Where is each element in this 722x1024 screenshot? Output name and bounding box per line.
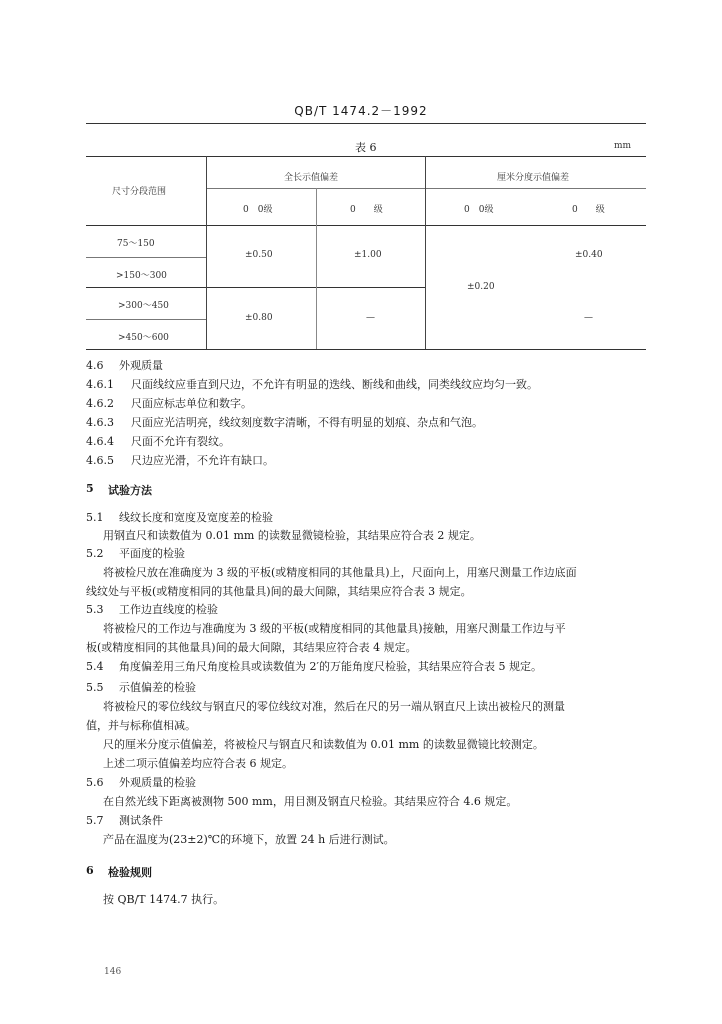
clause-text: 尺边应光滑，不允许有缺口。 — [131, 454, 274, 467]
clause-text: 外观质量 — [119, 359, 163, 372]
clause-title: 工作边直线度的检验 — [119, 603, 218, 616]
clause-number: 5.3 — [86, 603, 104, 616]
page-header: QB/T 1474.2－1992 — [294, 104, 428, 118]
clause-text: 产品在温度为(23±2)℃的环境下，放置 24 h 后进行测试。 — [103, 833, 395, 846]
table-row-rule-1 — [86, 257, 206, 258]
clause-text: 上述二项示值偏差均应符合表 6 规定。 — [103, 757, 293, 770]
clause-number: 5.4 — [86, 660, 104, 673]
clause-number: 4.6 — [86, 359, 104, 372]
th-group-full: 全长示值偏差 — [284, 173, 339, 183]
table-vrule-3 — [425, 156, 426, 349]
clause-number: 4.6.4 — [86, 435, 114, 448]
clause-number: 5.6 — [86, 776, 104, 789]
clause-text: 将被检尺的零位线纹与钢直尺的零位线纹对准，然后在尺的另一端从钢直尺上读出被检尺的测量 — [103, 700, 565, 713]
clause-text: 将被检尺放在准确度为 3 级的平板(或精度相同的其他量具)上，尺面向上，用塞尺测量工作边底面 — [103, 566, 577, 579]
clause-number: 4.6.5 — [86, 454, 114, 467]
table-unit: mm — [614, 141, 632, 151]
clause-text: 将被检尺的工作边与准确度为 3 级的平板(或精度相同的其他量具)接触，用塞尺测量工作边与平 — [103, 622, 566, 635]
clause-number: 5.1 — [86, 511, 104, 524]
range-cell: 75～150 — [117, 239, 155, 249]
th-grade-00b: 0 0级 — [464, 205, 494, 215]
value-full-00-upper: ±0.50 — [245, 250, 273, 260]
th-grade-00a: 0 0级 — [243, 205, 273, 215]
clause-text: 在自然光线下距离被测物 500 mm，用目测及钢直尺检验。其结果应符合 4.6 规定。 — [103, 795, 518, 808]
clause-number: 5.2 — [86, 547, 104, 560]
clause-title: 线纹长度和宽度及宽度差的检验 — [119, 511, 273, 524]
value-full-0-lower: — — [366, 313, 375, 323]
value-full-00-lower: ±0.80 — [245, 313, 273, 323]
clause-title: 平面度的检验 — [119, 547, 185, 560]
table-bottom-rule — [86, 349, 646, 350]
clause-text: 板(或精度相同的其他量具)间的最大间隙，其结果应符合表 4 规定。 — [86, 641, 417, 654]
clause-text: 尺面应光洁明亮，线纹刻度数字清晰，不得有明显的划痕、杂点和气泡。 — [131, 416, 483, 429]
clause-text: 线纹处与平板(或精度相同的其他量具)间的最大间隙，其结果应符合表 3 规定。 — [86, 585, 472, 598]
header-rule — [86, 123, 646, 124]
clause-text: 用钢直尺和读数值为 0.01 mm 的读数显微镜检验，其结果应符合表 2 规定。 — [103, 529, 481, 542]
value-full-0-upper: ±1.00 — [354, 250, 382, 260]
table-subheader-rule — [206, 188, 646, 189]
th-group-cm: 厘米分度示值偏差 — [497, 173, 570, 183]
section-number: 5 — [86, 482, 94, 495]
table-header-rule — [86, 225, 646, 226]
range-cell: >300～450 — [118, 301, 169, 311]
th-grade-0a: 0 级 — [350, 205, 383, 215]
clause-number: 5.7 — [86, 814, 104, 827]
clause-title: 外观质量的检验 — [119, 776, 196, 789]
clause-title: 示值偏差的检验 — [119, 681, 196, 694]
clause-text: 尺面不允许有裂纹。 — [131, 435, 230, 448]
th-range: 尺寸分段范围 — [112, 187, 167, 197]
section-title: 检验规则 — [108, 866, 152, 879]
clause-number: 4.6.3 — [86, 416, 114, 429]
table-vrule-2 — [316, 188, 317, 349]
page-number: 146 — [104, 967, 122, 977]
clause-number: 4.6.1 — [86, 378, 114, 391]
clause-number: 4.6.2 — [86, 397, 114, 410]
clause-text: 尺面线纹应垂直到尺边，不允许有明显的迭线、断线和曲线，同类线纹应均匀一致。 — [131, 378, 538, 391]
range-cell: >150～300 — [116, 271, 167, 281]
value-cm-0-lower: — — [584, 313, 593, 323]
section-number: 6 — [86, 864, 94, 877]
clause-number: 5.5 — [86, 681, 104, 694]
section-title: 试验方法 — [108, 484, 152, 497]
clause-text: 尺面应标志单位和数字。 — [131, 397, 252, 410]
table-row-rule-3 — [86, 319, 206, 320]
clause-title: 测试条件 — [119, 814, 163, 827]
clause-text: 尺的厘米分度示值偏差，将被检尺与钢直尺和读数值为 0.01 mm 的读数显微镜比较测定。 — [103, 738, 544, 751]
table-mid-rule — [86, 287, 426, 288]
clause-text: 按 QB/T 1474.7 执行。 — [103, 893, 225, 906]
value-cm-00: ±0.20 — [467, 282, 495, 292]
value-cm-0-upper: ±0.40 — [575, 250, 603, 260]
table-top-rule — [86, 156, 646, 157]
table-vrule-1 — [206, 156, 207, 349]
range-cell: >450～600 — [118, 333, 169, 343]
clause-text: 角度偏差用三角尺角度检具或读数值为 2′的万能角度尺检验，其结果应符合表 5 规定。 — [119, 660, 542, 673]
table-caption: 表 6 — [355, 141, 377, 154]
clause-text: 值，并与标称值相减。 — [86, 719, 196, 732]
th-grade-0b: 0 级 — [572, 205, 605, 215]
